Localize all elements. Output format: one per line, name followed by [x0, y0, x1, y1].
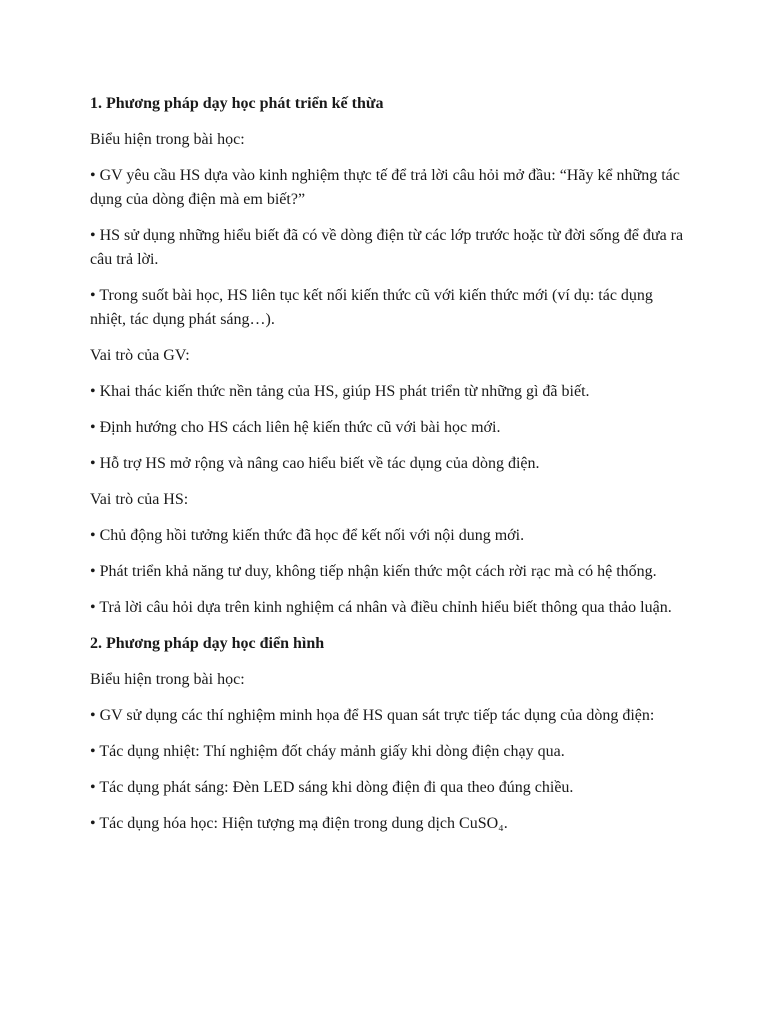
section-heading-2: 2. Phương pháp dạy học điển hình	[90, 635, 325, 652]
section-1-bullet: • HS sử dụng những hiểu biết đã có về dòng điện từ các lớp trước hoặc từ đời sống để đưa ra câu trả lời.	[90, 227, 684, 268]
document-body	[90, 92, 690, 848]
section-1-bullet: • Định hướng cho HS cách liên hệ kiến thức cũ với bài học mới.	[90, 419, 501, 436]
section-1-bullet: • Trả lời câu hỏi dựa trên kinh nghiệm cá nhân và điều chỉnh hiểu biết thông qua thảo luận.	[90, 599, 672, 616]
section-1-bullet: • Khai thác kiến thức nền tảng của HS, giúp HS phát triển từ những gì đã biết.	[90, 383, 590, 400]
section-2-bullet: • Tác dụng nhiệt: Thí nghiệm đốt cháy mảnh giấy khi dòng điện chạy qua.	[90, 743, 565, 760]
section-2-bullet: • Tác dụng hóa học: Hiện tượng mạ điện trong dung dịch CuSO₄.	[90, 815, 508, 832]
section-1-bullet: • Phát triển khả năng tư duy, không tiếp nhận kiến thức một cách rời rạc mà có hệ thống.	[90, 563, 657, 580]
section-2-bullet: • GV sử dụng các thí nghiệm minh họa để HS quan sát trực tiếp tác dụng của dòng điện:	[90, 707, 655, 724]
section-1-bullet: • Trong suốt bài học, HS liên tục kết nối kiến thức cũ với kiến thức mới (ví dụ: tác dụng nhiệt, tác dụng phát sáng…).	[90, 287, 653, 328]
section-heading-1: 1. Phương pháp dạy học phát triển kế thừa	[90, 95, 384, 112]
section-1-label-teacher-role: Vai trò của GV:	[90, 347, 190, 364]
section-1-label-student-role: Vai trò của HS:	[90, 491, 189, 508]
section-1-bullet: • Hỗ trợ HS mở rộng và nâng cao hiểu biết về tác dụng của dòng điện.	[90, 455, 540, 472]
section-2-bullet: • Tác dụng phát sáng: Đèn LED sáng khi dòng điện đi qua theo đúng chiều.	[90, 779, 574, 796]
section-1-label-manifestation: Biểu hiện trong bài học:	[90, 131, 245, 148]
section-2-label-manifestation: Biểu hiện trong bài học:	[90, 671, 245, 688]
section-1-bullet: • GV yêu cầu HS dựa vào kinh nghiệm thực tế để trả lời câu hỏi mở đầu: “Hãy kể những tác dụng của dòng điện mà em biết?”	[90, 167, 680, 208]
section-1-bullet: • Chủ động hồi tưởng kiến thức đã học để kết nối với nội dung mới.	[90, 527, 525, 544]
